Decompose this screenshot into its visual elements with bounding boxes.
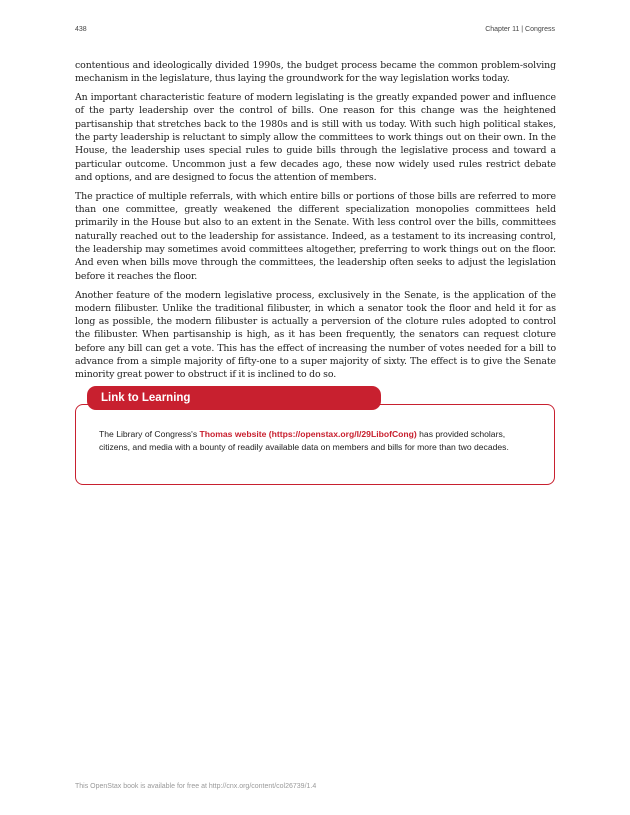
thomas-website-link[interactable]: Thomas website (https://openstax.org/l/29LibofCong) [199, 429, 417, 439]
paragraph: contentious and ideologically divided 1990s, the budget process became the common problem-solving mechanism in the legislature, thus laying the groundwork for the way legislation works today. [75, 60, 556, 85]
page-number: 438 [75, 26, 87, 33]
body-text [75, 59, 556, 387]
paragraph: The practice of multiple referrals, with which entire bills or portions of those bills are referred to more than one committee, greatly weakened the different specialization monopolies committees held primarily in the House but also to an extent in the Senate. With less control over the bills, committees naturally reached out to the leadership for assistance. Indeed, as a testament to its increasing control, the leadership may sometimes avoid committees altogether, preferring to work things out on the floor. And even when bills move through the committees, the leadership often seeks to adjust the legislation before it reaches the floor. [75, 190, 556, 282]
running-head: Chapter 11 | Congress [485, 26, 555, 33]
link-to-learning-text-before: The Library of Congress's [99, 429, 200, 439]
paragraph: Another feature of the modern legislative process, exclusively in the Senate, is the application of the modern filibuster. Unlike the traditional filibuster, in which a senator took the floor and held it for as long as possible, the modern filibuster is actually a perversion of the cloture rules adopted to control the filibuster. When partisanship is high, as it has been frequently, the senators can request cloture before any bill can get a vote. This has the effect of increasing the number of votes needed for a bill to advance from a simple majority of fifty-one to a super majority of sixty. The effect is to give the Senate minority great power to obstruct if it is inclined to do so. [75, 289, 556, 381]
page-footer: This OpenStax book is available for free at http://cnx.org/content/col26739/1.4 [75, 783, 317, 790]
link-to-learning-title: Link to Learning [87, 386, 381, 410]
page-header [75, 26, 555, 38]
paragraph: An important characteristic feature of modern legislating is the greatly expanded power and influence of the party leadership over the control of bills. One reason for this change was the heightened partisanship that stretches back to the 1980s and is still with us today. With such high political stakes, the party leadership is reluctant to simply allow the committees to work things out on their own. In the House, the leadership uses special rules to guide bills through the legislative process and toward a particular outcome. Uncommon just a few decades ago, these now widely used rules restrict debate and options, and are designed to focus the attention of members. [75, 92, 556, 183]
link-to-learning-box [75, 386, 556, 486]
link-to-learning-text [99, 428, 529, 454]
link-to-learning-text-after: has provided scholars, citizens, and media with a bounty of readily available data on members and bills for more than two decades. [99, 429, 509, 452]
